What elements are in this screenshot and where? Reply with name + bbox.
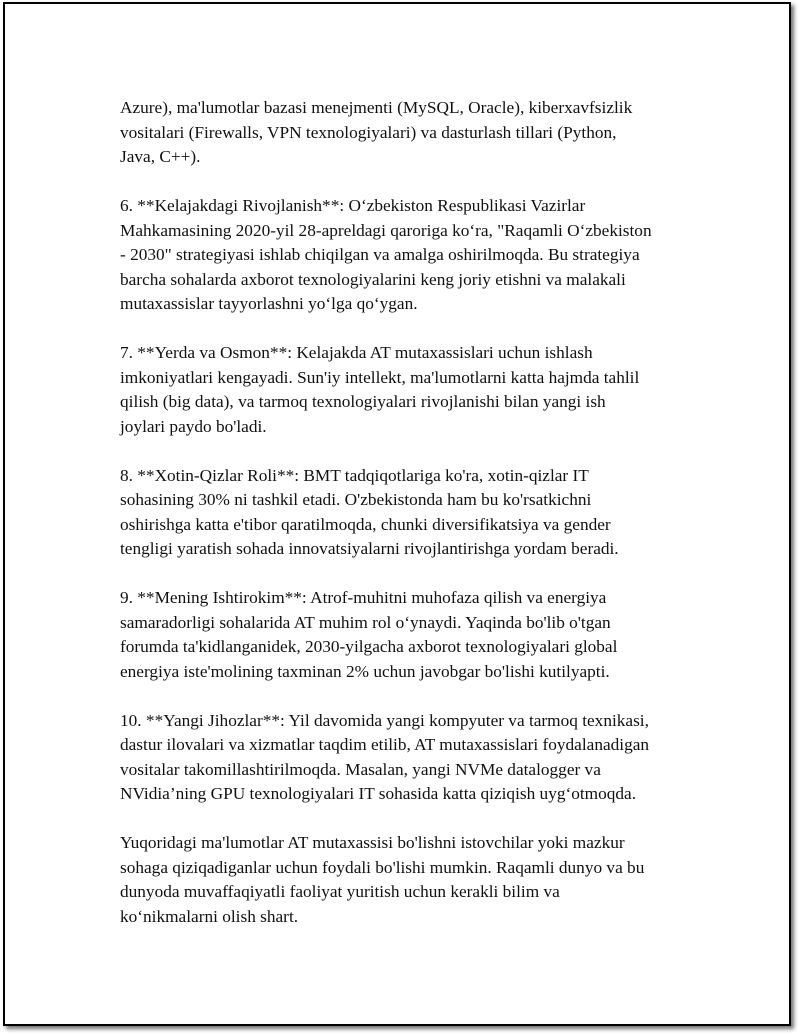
text-line: dastur ilovalari va xizmatlar taqdim etilib, AT mutaxassislari foydalanadigan bbox=[120, 735, 650, 754]
text-line: tengligi yaratish sohada innovatsiyalarni rivojlantirishga yordam beradi. bbox=[120, 539, 619, 558]
document-body bbox=[120, 96, 690, 954]
text-line: vositalari (Firewalls, VPN texnologiyalari) va dasturlash tillari (Python, bbox=[120, 122, 617, 142]
text-line: imkoniyatlari kengayadi. Sun'iy intellekt, ma'lumotlarni katta hajmda tahlil bbox=[120, 367, 640, 387]
text-line: sohasining 30% ni tashkil etadi. O'zbekistonda ham bu ko'rsatkichni bbox=[120, 490, 592, 509]
text-line: qilish (big data), va tarmoq texnologiyalari rivojlanishi bilan yangi ish bbox=[120, 392, 606, 411]
paragraph-item-10 bbox=[120, 709, 690, 807]
text-line: vositalar takomillashtirilmoqda. Masalan, yangi NVMe datalogger va bbox=[120, 759, 601, 779]
paragraph-item-6 bbox=[120, 194, 690, 317]
text-line: 10. **Yangi Jihozlar**: Yil davomida yangi kompyuter va tarmoq texnikasi, bbox=[120, 710, 649, 730]
paragraph-item-9 bbox=[120, 586, 690, 684]
text-line: ko‘nikmalarni olish shart. bbox=[120, 906, 299, 926]
text-line: - 2030" strategiyasi ishlab chiqilgan va amalga oshirilmoqda. Bu strategiya bbox=[120, 245, 640, 264]
paragraph-intro-continued bbox=[120, 96, 690, 170]
text-line: mutaxassislar tayyorlashni yo‘lga qo‘ygan. bbox=[120, 294, 418, 313]
paragraph-item-8 bbox=[120, 464, 690, 562]
text-line: NVidia’ning GPU texnologiyalari IT sohasida katta qiziqish uyg‘otmoqda. bbox=[120, 784, 637, 803]
text-line: Azure), ma'lumotlar bazasi menejmenti (MySQL, Oracle), kiberxavfsizlik bbox=[120, 98, 633, 117]
text-line: forumda ta'kidlanganidek, 2030-yilgacha axborot texnologiyalari global bbox=[120, 637, 618, 656]
text-line: oshirishga katta e'tibor qaratilmoqda, chunki diversifikatsiya va gender bbox=[120, 514, 611, 534]
text-line: barcha sohalarda axborot texnologiyalarini keng joriy etishni va malakali bbox=[120, 269, 626, 289]
paragraph-conclusion bbox=[120, 831, 690, 929]
text-line: Mahkamasining 2020-yil 28-apreldagi qaroriga ko‘ra, "Raqamli O‘zbekiston bbox=[120, 220, 652, 240]
text-line: joylari paydo bo'ladi. bbox=[120, 416, 267, 436]
document-page bbox=[3, 2, 791, 1026]
text-line: samaradorligi sohalarida AT muhim rol o‘ynaydi. Yaqinda bo'lib o'tgan bbox=[120, 612, 611, 632]
text-line: Java, C++). bbox=[120, 147, 201, 166]
text-line: 7. **Yerda va Osmon**: Kelajakda AT mutaxassislari uchun ishlash bbox=[120, 343, 593, 362]
text-line: Yuqoridagi ma'lumotlar AT mutaxassisi bo'lishni istovchilar yoki mazkur bbox=[120, 833, 625, 852]
text-line: dunyoda muvaffaqiyatli faoliyat yuritish uchun kerakli bilim va bbox=[120, 882, 560, 901]
text-line: energiya iste'molining taxminan 2% uchun javobgar bo'lishi kutilyapti. bbox=[120, 661, 610, 681]
text-line: 9. **Mening Ishtirokim**: Atrof-muhitni muhofaza qilish va energiya bbox=[120, 588, 607, 607]
text-line: 8. **Xotin-Qizlar Roli**: BMT tadqiqotlariga ko'ra, xotin-qizlar IT bbox=[120, 465, 589, 485]
paragraph-item-7 bbox=[120, 341, 690, 439]
text-line: 6. **Kelajakdagi Rivojlanish**: O‘zbekiston Respublikasi Vazirlar bbox=[120, 196, 586, 215]
text-line: sohaga qiziqadiganlar uchun foydali bo'lishi mumkin. Raqamli dunyo va bu bbox=[120, 857, 645, 877]
